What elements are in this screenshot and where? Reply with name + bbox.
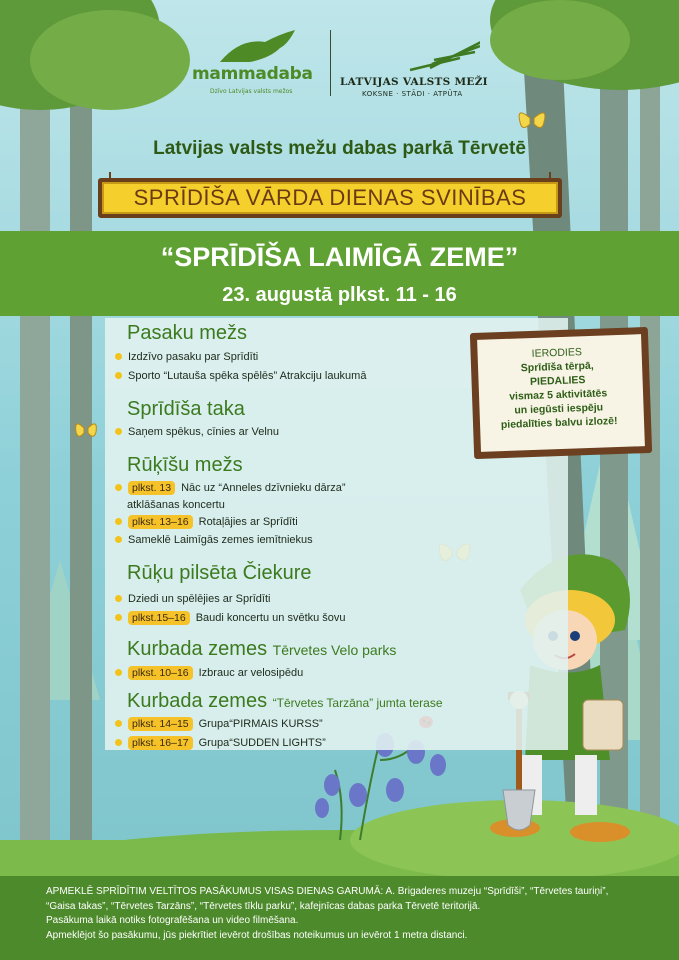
deer-logo-icon (210, 28, 300, 64)
event-date: 23. augustā plkst. 11 - 16 (222, 284, 457, 306)
list-item: plkst. 13 Nāc uz “Anneles dzīvnieku dārza” (115, 481, 346, 495)
bullet-icon (115, 720, 122, 727)
mammadaba-tagline: Dzīvo Latvijas valsts mežos (210, 88, 293, 95)
time-badge: plkst. 10–16 (128, 666, 193, 680)
list-item: plkst. 10–16 Izbrauc ar velosipēdu (115, 666, 303, 680)
time-badge: plkst. 16–17 (128, 736, 193, 750)
bullet-icon (115, 372, 122, 379)
bullet-icon (115, 614, 122, 621)
bullet-icon (115, 428, 122, 435)
costume-sign (472, 330, 650, 456)
section-title: Rūķīšu mežs (127, 454, 243, 476)
section-title: Kurbada zemes “Tērvetes Tarzāna” jumta terase (127, 690, 443, 712)
bullet-icon (115, 518, 122, 525)
time-badge: plkst.15–16 (128, 611, 190, 625)
list-item-continuation: atklāšanas koncertu (127, 499, 225, 511)
list-item: Sporto “Lutauša spēka spēlēs” Atrakciju laukumā (115, 370, 366, 382)
footer-line: Apmeklējot šo pasākumu, jūs piekrītiet ievērot drošības noteikumus un ievērot 1 metra distanci. (46, 929, 468, 941)
list-item: Sameklē Laimīgās zemes iemītniekus (115, 534, 313, 546)
bullet-icon (115, 739, 122, 746)
lvm-subtitle: KOKSNE · STĀDI · ATPŪTA (362, 90, 463, 98)
footer-line: Pasākuma laikā notiks fotografēšana un video filmēšana. (46, 915, 299, 926)
bullet-icon (115, 669, 122, 676)
lvm-wordmark: LATVIJAS VALSTS MEŽI (340, 76, 488, 88)
lvm-tree-icon (340, 38, 480, 74)
time-badge: plkst. 13–16 (128, 515, 193, 529)
time-badge: plkst. 13 (128, 481, 175, 495)
section-title: Rūķu pilsēta Čiekure (127, 562, 312, 584)
event-title: “SPRĪDĪŠA LAIMĪGĀ ZEME” (160, 242, 519, 272)
celebration-banner (80, 172, 580, 224)
time-badge: plkst. 14–15 (128, 717, 193, 731)
section-title: Pasaku mežs (127, 322, 248, 344)
list-item: Saņem spēkus, cīnies ar Velnu (115, 426, 279, 438)
list-item: plkst. 13–16 Rotaļājies ar Sprīdīti (115, 515, 298, 529)
bullet-icon (115, 353, 122, 360)
footer-notes (46, 885, 646, 943)
footer-line: “Gaisa takas”, “Tērvetes Tarzāns”, “Tērvetes tīklu parku”, kafejnīcas dabas parka Tērvetē teritorijā. (46, 900, 481, 912)
bullet-icon (115, 595, 122, 602)
footer-line: APMEKLĒ SPRĪDĪTIM VELTĪTOS PASĀKUMUS VISAS DIENAS GARUMĀ: A. Brigaderes muzeju “Sprīdīši”, “Tērvetes tauriņi”, (46, 886, 609, 897)
bullet-icon (115, 536, 122, 543)
sign-text: IERODIES Sprīdīša tērpā, PIEDALIES vismaz 5 aktivitātēs un iegūsti iespēju piedalīties balvu izlozē! (500, 346, 618, 432)
mammadaba-wordmark: mammadaba (192, 64, 313, 84)
list-item: plkst. 14–15 Grupa“PIRMAIS KURSS” (115, 717, 323, 731)
logo-divider (330, 30, 331, 96)
list-item: plkst.15–16 Baudi koncertu un svētku šovu (115, 611, 346, 625)
section-title: Sprīdīša taka (127, 398, 245, 420)
lvm-logo (340, 38, 490, 98)
banner-title: SPRĪDĪŠA VĀRDA DIENAS SVINĪBAS (133, 185, 527, 210)
mammadaba-logo (190, 28, 320, 98)
list-item: Dziedi un spēlējies ar Sprīdīti (115, 593, 270, 605)
list-item: Izdzīvo pasaku par Sprīdīti (115, 351, 258, 363)
list-item: plkst. 16–17 Grupa“SUDDEN LIGHTS” (115, 736, 326, 750)
park-location-heading: Latvijas valsts mežu dabas parkā Tērvetē (153, 138, 526, 159)
bullet-icon (115, 484, 122, 491)
section-title: Kurbada zemes Tērvetes Velo parks (127, 638, 397, 660)
